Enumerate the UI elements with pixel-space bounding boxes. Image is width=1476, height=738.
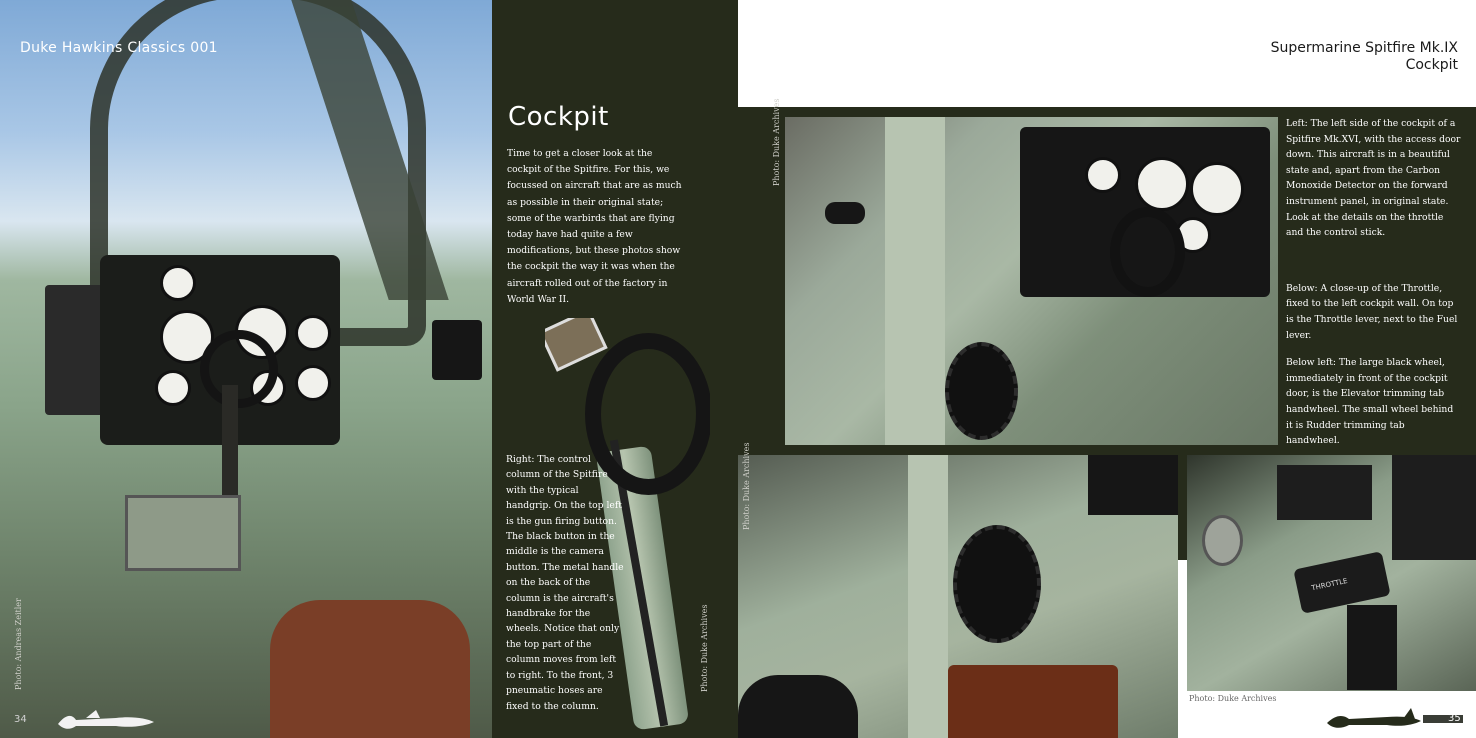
throttle-label: THROTTLE bbox=[1310, 576, 1349, 593]
trim-wheel-photo bbox=[738, 455, 1178, 738]
throttle-photo bbox=[1187, 455, 1476, 691]
caption-column bbox=[1286, 116, 1461, 461]
instrument-panel bbox=[1088, 455, 1178, 515]
instrument-panel bbox=[1392, 455, 1476, 560]
intro-text: Time to get a closer look at the cockpit of the Spitfire. For this, we focussed on aircraft that are as much as possible in their original state; some of the warbirds that are flying today have had quite a few modifications, but these photos show the cockpit the way it was when the aircraft rolled out of the factory in World War II. bbox=[507, 148, 682, 305]
control-stick-ring bbox=[1110, 207, 1185, 297]
series-header: Duke Hawkins Classics 001 bbox=[20, 40, 218, 56]
photo-credit-c: Photo: Duke Archives bbox=[1189, 694, 1277, 703]
gauge bbox=[1135, 157, 1189, 211]
fitting bbox=[1202, 515, 1243, 566]
seat-cushion bbox=[948, 665, 1118, 738]
cabin-gauge bbox=[432, 320, 482, 380]
photo-credit-b: Photo: Duke Archives bbox=[742, 442, 751, 530]
photo-credit-a: Photo: Duke Archives bbox=[772, 98, 781, 186]
photo-credit-handgrip: Photo: Duke Archives bbox=[700, 604, 709, 692]
caption-below-left: Below left: The large black wheel, immediately in front of the cockpit door, is the Elevator trimming tab handwheel. The small wheel behind it is Rudder trimming tab handwheel. bbox=[1286, 357, 1454, 447]
gauge bbox=[1085, 157, 1121, 193]
gauge bbox=[1190, 162, 1244, 216]
caption-below: Below: A close-up of the Throttle, fixed to the left cockpit wall. On top is the Throttle lever, next to the Fuel lever. bbox=[1286, 282, 1458, 341]
gauge bbox=[160, 265, 196, 301]
door-edge bbox=[885, 117, 945, 445]
cockpit-photo-main bbox=[0, 0, 492, 738]
control-stick-ring bbox=[200, 330, 278, 408]
door-edge bbox=[908, 455, 948, 738]
rudder-pedals bbox=[125, 495, 241, 571]
gauge bbox=[155, 370, 191, 406]
cockpit-left-side-photo bbox=[785, 117, 1278, 445]
caption-control-column: Right: The control column of the Spitfire with the typical handgrip. On the top left is the gun firing button. The black button in the middle is the camera button. The metal handle on the back of the column is the aircraft's handbrake for the wheels. Notice that only the top part of the column moves from left to right. To the front, 3 pneumatic hoses are fixed to the column. bbox=[506, 454, 624, 712]
spitfire-silhouette-icon bbox=[56, 706, 156, 734]
section-header: Cockpit bbox=[1405, 57, 1458, 73]
throttle-base bbox=[1347, 605, 1397, 690]
gauge bbox=[295, 365, 331, 401]
caption-left: Left: The left side of the cockpit of a Spitfire Mk.XVI, with the access door down. This aircraft is in a beautiful state and, apart from the Carbon Monoxide Detector on the forward instrument panel, in original state. Look at the details on the throttle and the control stick. bbox=[1286, 118, 1461, 239]
gauge bbox=[295, 315, 331, 351]
page-number-left: 34 bbox=[14, 714, 27, 725]
aircraft-header: Supermarine Spitfire Mk.IX bbox=[1270, 40, 1458, 56]
seat bbox=[270, 600, 470, 738]
spitfire-silhouette-icon bbox=[1325, 705, 1423, 733]
pilot-sleeve bbox=[738, 675, 858, 738]
page-title: Cockpit bbox=[508, 102, 609, 132]
elevator-trim-wheel bbox=[953, 525, 1041, 643]
page-number-right: 35 bbox=[1448, 713, 1461, 724]
elevator-trim-wheel bbox=[945, 342, 1018, 440]
photo-credit-main: Photo: Andreas Zeitler bbox=[14, 598, 23, 690]
cylinder bbox=[825, 202, 865, 224]
instruction-plate bbox=[1277, 465, 1372, 520]
